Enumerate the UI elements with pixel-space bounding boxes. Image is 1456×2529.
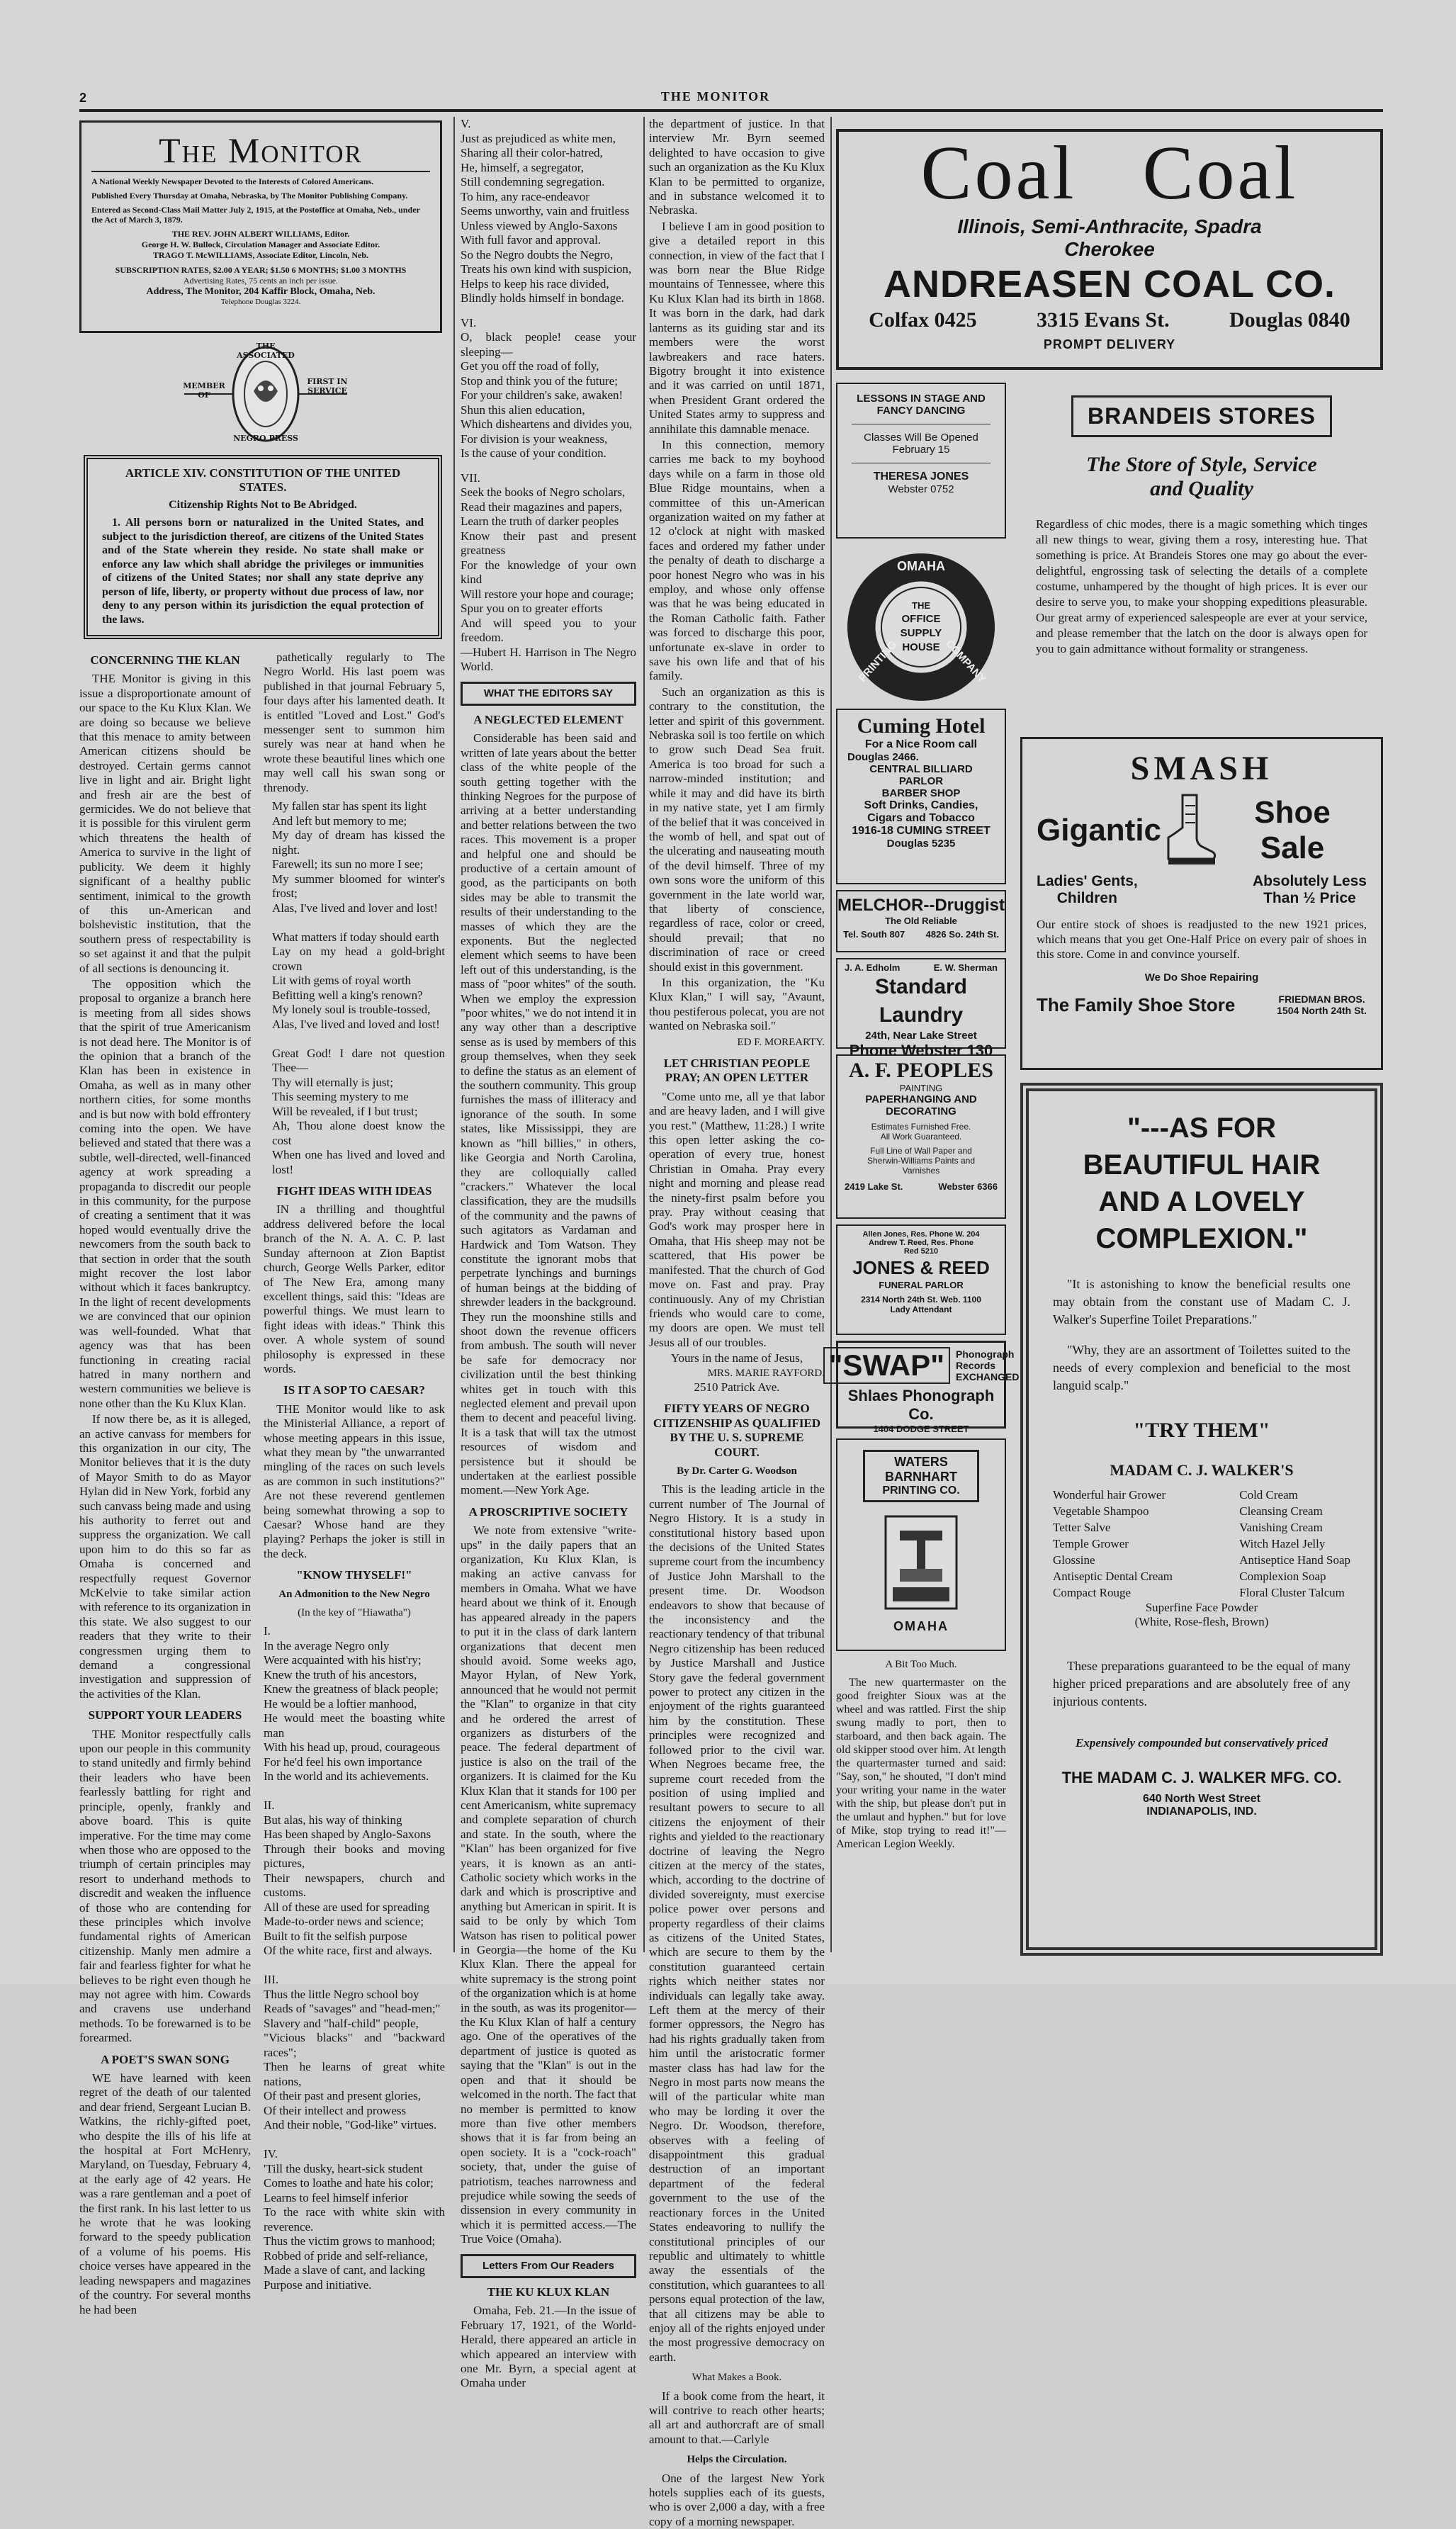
circ-text: One of the largest New York hotels supplies each of its guests, who is over 2,000 a day, with a free copy of a morning newspaper.: [649, 2471, 825, 2528]
smash-text: Our entire stock of shoes is readjusted to the new 1921 prices, which means that you get One-Half Price on every pair of shoes in this store. Come in and convince yourself.: [1037, 918, 1367, 961]
dancing-name: THERESA JONES: [873, 471, 969, 483]
cuming-l4: PARLOR: [898, 775, 944, 787]
walker-product-item: Cleansing Cream: [1239, 1504, 1323, 1518]
swap-row: [828, 1347, 1020, 1384]
melchor-addr: 4826 So. 24th St.: [925, 929, 999, 940]
walker-p3: These preparations guaranteed to be the equal of many higher priced preparations and are absolutely free of any injurious contents.: [1053, 1659, 1350, 1708]
walker-product-item: Tetter Salve: [1053, 1521, 1111, 1534]
coal-phone-2: Douglas 0840: [1229, 308, 1350, 332]
column-rule-3: [830, 117, 832, 1952]
klan-p2: The opposition which the proposal to organize a branch here is meeting from all sides shows that the spirit of true Americanism is not dead here. The Monitor is of the opinion that a branch of the Klan has been in existence in Omaha, as well as in many other northern cities, for some months and is but now with bold effrontery coming into the open. We have believed and stated that there was a subtle, well-directed, well-financed agency at work spreading a propaganda to discredit our people in this community, for the purpose of creating a sentiment that it was hoped would eventually drive the newcomers from the south back to that section in order that the south might recover the lost labor without which it faces bankruptcy. In the light of recent developments we are convinced that our opinion was well-founded. What that agency was that has been functioning in creating racial hatred in many northern and western communities we believe is none other than the Ku Klux Klan.: [79, 976, 251, 1410]
jonesreed-l3: Red 5210: [903, 1247, 939, 1256]
book-text: If a book come from the heart, it will contrive to reach other hearts; all art and authorcraft are of small amount to that.—Carlyle: [649, 2389, 825, 2446]
waters-barnhart-ad: [836, 1438, 1006, 1651]
fight-heading: FIGHT IDEAS WITH IDEAS: [276, 1184, 432, 1198]
walker-powder: Superfine Face Powder: [1145, 1601, 1258, 1614]
coal-delivery: PROMPT DELIVERY: [1043, 337, 1176, 351]
walker-p1: "It is astonishing to know the beneficial results one may obtain from the constant use of Madam C. J. Walker's Superfine Toilet Preparations.": [1053, 1277, 1350, 1327]
walker-products: [1053, 1487, 1350, 1601]
swap-big: "SWAP": [823, 1347, 951, 1384]
masthead-entered: Entered as Second-Class Mail Matter July 2, 1915, at the Postoffice at Omaha, Neb., under the Act of March 3, 1879.: [91, 205, 420, 225]
smash-gigantic: Gigantic: [1037, 813, 1162, 847]
smash-title: SMASH: [1130, 750, 1273, 787]
page-number: 2: [79, 91, 87, 105]
smash-left-2: Children: [1056, 890, 1117, 906]
know-key: (In the key of "Hiawatha"): [298, 1607, 411, 1619]
proscriptive-text: We note from extensive "write-ups" in the daily papers that an organization, Ku Klux Klan, is making an active canvass for members in Omaha. What we have heard about we think of it. Enough has appeared already in the papers to put it in the class of dark lantern organizations that decent men should avoid. Some weeks ago, Mayor Hylan, of New York, announced that he would not permit the "Klan" to organize in that city and he ordered the arrest of organizers as disturbers of the peace. The federal department of justice is also on the trail of the organizers. It is claimed for the Ku Klux Klan that it stands for 100 per cent Americanism, white supremacy and complete separation of church and state. In the south, where the "Klan" has been organized for five years, it is known as an anti-Catholic society which works in the dark and which is proscriptive and anything but American in spirit. It is said to be only by which Tom Watson has risen to political power in Georgia—the home of the Ku Klux Klan. There the appeal for white supremacy is the strong point of the organization which is at home in the south, as was its progenitor—the Ku Klux Klan of half a century ago. One of the operatives of the department of justice is quoted as saying that the "Klan" is out in the open and that it should be welcomed in the north. The fact that no member is permitted to know more than five other members shows that it is far from being an open society. It is a "cock-roach" society, that, under the guise of patriotism, teaches narrowness and prejudice while sowing the seeds of dissension in every community in which it is permitted access.—The True Voice (Omaha).: [461, 1523, 637, 2246]
walker-product-item: Glossine: [1053, 1553, 1095, 1567]
peoples-addr: 2419 Lake St.: [845, 1181, 903, 1192]
peoples-phone: Webster 6366: [938, 1181, 998, 1192]
walker-p2: "Why, they are an assortment of Toilettes suited to the needs of every complexion and beneficial to the most languid scalp.": [1053, 1343, 1350, 1392]
letters-bar: Letters From Our Readers: [461, 2254, 636, 2278]
neglected-text: Considerable has been said and written of late years about the better class of the white people of the south getting together with the thinking Negroes for the purpose of arriving at a better understanding and better relations between the two races. This movement is a proper and helpful one and should be productive of a certain amount of good, as the participants on both sides may be able to transmit the results of their understanding to the masses of which they are the exponents. But the neglected element which seems to have been left out of this understanding, is the mass of "poor whites" of the south. When we employ the expression "poor whites," we do not intend it in any way other than a descriptive sense as is used by members of this group themselves, when they seek to define the status as an element of the southern community. This group furnishes the mass of illiteracy and ignorance of the south. In some states, like Mississippi, they are known as "hill billies," in others, like Georgia and North Carolina, they are colloquially called "crackers." Whatever the local classification, they are the mudsills of the community and the pawns of such agitators as Vardaman and Hardwick and Tom Watson. They constitute the ignorant mobs that perpetrate lynchings and burnings of human beings at the bidding of shrewder leaders in the background. They run the moonshine stills and shoot down the revenue officers from ambush. The south will never be safe for democracy nor civilization until the best thinking whites get in touch with this neglected element and prevail upon them to decent and peaceful living. It is a task that will tax the utmost resources of wisdom and persistence but it should be undertaken at the earliest possible moment.—New York Age.: [461, 731, 636, 1497]
cuming-hotel-ad: [836, 709, 1006, 884]
laundry-owner-2: E. W. Sherman: [933, 962, 998, 973]
swan-p1: WE have learned with keen regret of the death of our talented and dear friend, Sergeant Lucian B. Watkins, the richly-gifted poet, who despite the ills of his life at the hospital at Fort McHenry, Maryland, on Tuesday, February 4, at the early age of 42 years. He was a rare gentleman and a poet of the first rank. In his last letter to us he wrote that he was looking forward to the speedy publication of a volume of his poems. His choice verses have appeared in the leading newspapers and magazines of the country. For several months he had been: [79, 2071, 251, 2316]
dancing-phone: Webster 0752: [888, 483, 954, 495]
masthead-manager: George H. W. Bullock, Circulation Manager and Associate Editor.: [141, 240, 380, 249]
peoples-ad: [836, 1054, 1006, 1219]
walker-product-item: Antiseptic Dental Cream: [1053, 1570, 1173, 1583]
omaha-printing-seal: [843, 549, 999, 705]
printing-seal-right: COMPANY: [943, 637, 988, 686]
swap-records: [956, 1348, 1019, 1382]
bit-too-much: [836, 1658, 1006, 1956]
peoples-l3: DECORATING: [886, 1105, 956, 1117]
printing-press-icon: [879, 1509, 964, 1616]
jonesreed-l1: Allen Jones, Res. Phone W. 204: [862, 1230, 980, 1239]
top-poem: V. Just as prejudiced as white men, Sharing all their color-hatred, He, himself, a segregator, Still condemning segregation. To him, any race-endeavor Seems unworthy, vain and fruitless Unless viewed by Anglo-Saxons With full favor and approval. So the Negro doubts the Negro, Treats his own kind with suspicion, Helps to keep his race divided, Blindly holds himself in bondage.: [461, 117, 632, 305]
printing-seal-c2: OFFICE: [901, 613, 941, 625]
walker-product-item: Vegetable Shampoo: [1053, 1504, 1149, 1518]
walker-product-item: Antiseptice Hand Soap: [1239, 1553, 1350, 1567]
masthead-desc: A National Weekly Newspaper Devoted to the Interests of Colored Americans.: [91, 176, 374, 186]
swan-heading: A POET'S SWAN SONG: [101, 2052, 230, 2066]
klan-letter-p3: In this connection, memory carries me back to my boyhood days while on a farm in those old Blue Ridge mountains, when a committee of this un-American organization waited on my father at 12 o'clock at night with masked faces and ordered my father under the penalty of death to discharge a poor honest Negro who was in his employ, and whose only offense was that he was being educated in the Roman Catholic faith. Father was forced to discharge this poor, unfortunate ex-slave in order to save his own life and that of his family.: [649, 437, 825, 683]
peoples-l2: PAPERHANGING AND: [865, 1093, 977, 1105]
laundry-addr: 24th, Near Lake Street: [865, 1030, 977, 1042]
column-rule-2: [643, 117, 645, 1952]
seal-member-text: MEMBER OF: [183, 381, 225, 400]
smash-store: The Family Shoe Store: [1037, 993, 1236, 1015]
column-1b: [264, 650, 445, 2292]
peoples-l1: PAINTING: [899, 1083, 943, 1093]
toomuch-heading: A Bit Too Much.: [885, 1659, 957, 1670]
article-xiv-title: ARTICLE XIV. CONSTITUTION OF THE UNITED STATES.: [125, 466, 401, 494]
coal-contact-row: [839, 308, 1380, 333]
circ-heading: Helps the Circulation.: [687, 2454, 787, 2466]
jonesreed-addr: 2314 North 24th St. Web. 1100: [861, 1295, 981, 1305]
coal-sub2: Cherokee: [1064, 238, 1155, 260]
smash-shoe-ad: [1020, 737, 1383, 1070]
jonesreed-sub: FUNERAL PARLOR: [879, 1280, 964, 1290]
swap-name: Shlaes Phonograph Co.: [847, 1387, 995, 1423]
waters-l2: BARNHART: [885, 1470, 957, 1484]
seal-first-text: FIRST IN SERVICE: [307, 377, 348, 395]
shoe-icon: [1161, 792, 1218, 869]
cuming-l7: Cigars and Tobacco: [867, 812, 975, 824]
poem-vii: VII. Seek the books of Negro scholars, Read their magazines and papers, Learn the truth of darker peoples Know their past and present greatness For the knowledge of your own kind Will restore your hope and courage; Spur you on to greater efforts And will speed you to your freedom. —Hubert H. Harrison in The Negro World.: [461, 471, 636, 673]
melchor-sub: The Old Reliable: [885, 916, 957, 926]
smash-shoe-sale: Shoe Sale: [1254, 795, 1331, 865]
melchor-tel: Tel. South 807: [843, 929, 905, 940]
swap-r1: Phonograph: [956, 1348, 1015, 1360]
jonesreed-l2: Andrew T. Reed, Res. Phone: [869, 1239, 974, 1247]
waters-city: OMAHA: [893, 1619, 949, 1633]
column-1: [79, 646, 251, 2316]
walker-company: THE MADAM C. J. WALKER MFG. CO.: [1061, 1769, 1342, 1786]
sop-text: THE Monitor would like to ask the Ministerial Alliance, a report of whose meeting appears in this issue, what they mean by "the unwarranted mingling of the races on such levels as are common in such institutions?" Are not these reverend gentlemen being somewhat throwing a sop to Caesar? Whose hand are they playing? Perhaps the joker is still in the deck.: [264, 1402, 445, 1560]
pray-close: Yours in the name of Jesus,: [670, 1351, 803, 1365]
swap-r2: Records: [956, 1360, 996, 1371]
masthead-title: The Monitor: [91, 130, 430, 172]
peoples-l5: All Work Guaranteed.: [880, 1132, 962, 1142]
cuming-name: Cuming Hotel: [857, 714, 986, 738]
masthead-rates: SUBSCRIPTION RATES, $2.00 A YEAR; $1.50 6 MONTHS; $1.00 3 MONTHS: [115, 265, 407, 275]
printing-seal-c3: SUPPLY: [900, 627, 942, 639]
walker-brand: MADAM C. J. WALKER'S: [1110, 1461, 1294, 1479]
smash-main-row: [1037, 788, 1367, 873]
printing-seal-top: OMAHA: [897, 559, 945, 573]
smash-owner: FRIEDMAN BROS.: [1278, 993, 1365, 1005]
jonesreed-lady: Lady Attendant: [890, 1305, 952, 1314]
klan-letter-p1: the department of justice. In that interview Mr. Byrn seemed delighted to have occasion to give such an organization as the Ku Klux Klan to be permitted to organize, and in substance welcomed it to Nebraska.: [649, 117, 825, 218]
seal-bottom-text: NEGRO PRESS: [233, 434, 298, 443]
book-heading: What Makes a Book.: [692, 2372, 782, 2384]
printing-seal-c4: HOUSE: [902, 641, 940, 653]
smash-left-1: Ladies' Gents,: [1037, 873, 1138, 889]
coal-ad: [836, 129, 1383, 370]
fifty-heading: FIFTY YEARS OF NEGRO CITIZENSHIP AS QUALIFIED BY THE U. S. SUPREME COURT.: [653, 1402, 821, 1459]
laundry-owners: [837, 962, 1005, 973]
coal-company: ANDREASEN COAL CO.: [883, 263, 1336, 305]
cuming-l2: Douglas 2466.: [847, 751, 919, 763]
peoples-l8: Varnishes: [902, 1166, 940, 1176]
peoples-l6: Full Line of Wall Paper and: [870, 1146, 972, 1156]
cuming-l9: Douglas 5235: [886, 838, 956, 850]
smash-offer-row: [1037, 873, 1367, 907]
dancing-ad: [836, 383, 1006, 539]
walker-products-left: [1053, 1487, 1173, 1601]
masthead-phone: Telephone Douglas 3224.: [220, 298, 301, 306]
swap-addr: 1404 DODGE STREET: [873, 1424, 969, 1434]
melchor-name: MELCHOR--Druggist: [837, 896, 1005, 915]
waters-l1: WATERS: [894, 1455, 948, 1469]
peoples-contact: [837, 1176, 1005, 1198]
masthead-editor: THE REV. JOHN ALBERT WILLIAMS, Editor.: [171, 229, 350, 239]
coal-street: 3315 Evans St.: [1037, 308, 1170, 332]
poem-vi: VI. O, black people! cease your sleeping— Get you off the road of folly, Stop and think you of the future; For your children's sake, awaken! Shun this alien education, Which disheartens and divides you, For division is your weakness, Is the cause of your condition.: [461, 315, 636, 460]
letter-text: Omaha, Feb. 21.—In the issue of February 17, 1921, of the World-Herald, there appeared an article in which appeared an interview with one Mr. Byrn, a special agent at Omaha under: [461, 2304, 636, 2390]
walker-product-item: Cold Cream: [1239, 1488, 1298, 1502]
brandeis-slogan-1: The Store of Style, Service: [1086, 453, 1317, 476]
smash-right-1: Absolutely Less: [1252, 873, 1367, 889]
cuming-l5: BARBER SHOP: [881, 787, 961, 799]
walker-product-item: Wonderful hair Grower: [1053, 1488, 1166, 1502]
smash-repair: We Do Shoe Repairing: [1144, 971, 1259, 984]
article-xiv-box: [84, 455, 442, 639]
coal-title: Coal Coal: [920, 131, 1299, 215]
klan-p3: If now there be, as it is alleged, an active canvass for members for this organization in our city, The Monitor believes that it is the duty of Mayor Smith to do as Mayor Hylan did in New York, forbid any such canvass being made and using his authority to ferret out and suppress the organization. We call upon him to do this so far as Omaha is concerned and respectfully request Governor McKelvie to take similar action with reference to its organization in this state. We also suggest to our readers that they write to their congressmen urging them to demand a congressional investigation and suppression of the activities of the Klan.: [79, 1412, 251, 1701]
fifty-text: This is the leading article in the current number of The Journal of Negro History. It is a study in constitutional history based upon the decisions of the United States supreme court from the incumbency of Justice John Marshall to the present time. Dr. Woodson endeavors to show that because of the inconsistency and the reactionary tendency of that tribunal Negro citizenship has been reduced by Justice Marshall and Justice Story gave the federal government power to protect any citizen in the enjoyment of the rights guaranteed him by the constitution. These principles were recognized and followed prior to the civil war. When Negroes became free, the supreme court receded from the position of using implied and resultant powers to secure to all citizens the enjoyment of their rights and yielded to the reactionary doctrine of leaving the Negro citizen at the mercy of the states, which, according to the doctrine of divided sovereignty, must exercise police power over persons and property regardless of their claims as citizens of the United States, which are secure to them by the constitution guaranteed certain rights which neither states nor individuals can legally take away. Left them at the mercy of their former oppressors, the Negro has had his rights gradually taken from him until the aristocratic former master class has had law for the Negro in most parts now means the will of the particular white man who may be lording it over the Negro. Dr. Woodson, therefore, observes with a feeling of disappointment this gradual destruction of an important department of the federal government to the use of the reactionary forces in the United States endeavoring to nullify the constitutional principles of our republic and ultimately to whittle away the essentials of the constitution, which guarantees to all persons equal protection of the law, that all citizens may be able to enjoy all of the rights enjoyed under the most progressive democracy on earth.: [649, 1482, 825, 2364]
jones-reed-ad: [836, 1224, 1006, 1335]
walker-product-item: Vanishing Cream: [1239, 1521, 1323, 1534]
sop-heading: IS IT A SOP TO CAESAR?: [283, 1383, 425, 1397]
klan-p1: THE Monitor is giving in this issue a disproportionate amount of our space to the Ku Klux Klan. We are doing so because we believe that this menace to amity between American citizens should be destroyed. Certain germs cannot live in light and air. Bright light and fresh air are the best of germicides. We do not believe that it is possible for this virulent germ which threatens the health of America to survive in the light of publicity. We deem it highly significant of a healthy public sentiment, inimical to the growth of this un-American and bolshevistic institution, that the southern press of respectability is so set against it and that the pulpit of all sections is denouncing it.: [79, 672, 251, 975]
smash-right-2: Than ½ Price: [1263, 890, 1356, 906]
pray-text: "Come unto me, all ye that labor and are heavy laden, and I will give you rest." (Matthew, 11:28.) I write this open letter asking the co-operation of every true, honest Christian in Omaha. Pray every night and morning and please read the ninety-first psalm before you pray. Pray without ceasing that God's work may prosper here in Omaha, that His sheep may not be scattered, that His power be manifested. That the church of God move on. Fast and pray. Pray continuously. Any of my Christian friends who would care to come, my doors are open. We must tell Jesus all of our troubles.: [649, 1089, 825, 1349]
know-subheading: An Admonition to the New Negro: [278, 1588, 430, 1600]
laundry-phone: Phone Webster 130: [849, 1042, 993, 1059]
masthead-address: Address, The Monitor, 204 Kaffir Block, Omaha, Neb.: [146, 286, 376, 297]
proscriptive-heading: A PROSCRIPTIVE SOCIETY: [468, 1504, 628, 1519]
header-rule: [79, 109, 1383, 112]
masthead-adrates: Advertising Rates, 75 cents an inch per issue.: [183, 276, 339, 286]
masthead-published: Published Every Thursday at Omaha, Nebraska, by The Monitor Publishing Company.: [91, 191, 408, 201]
running-head: THE MONITOR: [660, 89, 771, 103]
klan-letter-p4: Such an organization as this is contrary to the constitution, the letter and spirit of this government. Nebraska soil is too fertile on which to grow such Dead Sea fruit. America is too broad for such a narrow-minded institution; and while it may and did have its birth in my native state, yet I am firmly of the belief that it was conceived in the womb of hell, and spat out of the ulcerating and nauseating mouth of the devil himself. Three of my own sons wore the uniform of this government in the late world war, that liberty of conscience, regardless of race, color or creed, should prevail; that no discrimination of race or creed should exist in this government.: [649, 685, 825, 974]
smash-addr: 1504 North 24th St.: [1277, 1005, 1367, 1016]
leaders-heading: SUPPORT YOUR LEADERS: [88, 1708, 242, 1723]
coal-phone-1: Colfax 0425: [869, 308, 977, 332]
printing-seal-left: PRINTING: [856, 638, 900, 685]
dancing-line-3: Classes Will Be Opened: [864, 432, 978, 444]
walker-product-item: Compact Rouge: [1053, 1586, 1131, 1599]
waters-label-box: [863, 1450, 979, 1502]
smash-owner-block: [1277, 993, 1367, 1016]
smash-store-row: [1037, 993, 1367, 1016]
walker-city: INDIANAPOLIS, IND.: [1146, 1806, 1257, 1818]
walker-street: 640 North West Street: [1143, 1793, 1260, 1805]
walker-powder-colors: (White, Rose-flesh, Brown): [1134, 1615, 1269, 1628]
klan-heading: CONCERNING THE KLAN: [90, 653, 240, 667]
walker-products-right: [1239, 1487, 1350, 1601]
column-2: [461, 117, 637, 2390]
cuming-l6: Soft Drinks, Candies,: [864, 799, 978, 811]
cuming-l1: For a Nice Room call: [864, 738, 978, 750]
walker-product-item: Witch Hazel Jelly: [1239, 1537, 1326, 1550]
klan-letter-signature: ED F. MOREARTY.: [737, 1036, 825, 1048]
dancing-line-2: FANCY DANCING: [876, 405, 966, 417]
brandeis-ad: [1020, 383, 1383, 730]
dancing-line-1: LESSONS IN STAGE AND: [857, 393, 986, 405]
column-rule-1: [453, 117, 455, 1952]
letter-heading: THE KU KLUX KLAN: [487, 2285, 610, 2299]
coal-sub1: Illinois, Semi-Anthracite, Spadra: [957, 215, 1262, 237]
associated-press-seal: [177, 342, 354, 446]
melchor-ad: [836, 890, 1006, 952]
dancing-line-4: February 15: [892, 444, 950, 456]
fifty-byline: By Dr. Carter G. Woodson: [677, 1465, 797, 1477]
jonesreed-name: JONES & REED: [852, 1257, 990, 1278]
pray-signature: MRS. MARIE RAYFORD.: [707, 1367, 825, 1379]
walker-product-item: Floral Cluster Talcum: [1239, 1586, 1345, 1599]
swan-poem: My fallen star has spent its light And left but memory to me; My day of dream has kissed the night. Farewell; its sun no more I see; My summer bloomed for winter's frost; Alas, I've lived and lover and lost! What matters if today should earth Lay on my head a gold-bright crown Lit with gems of royal worth Befitting well a king's renown? My lonely soul is trouble-tossed, Alas, I've lived and loved and lost! Great God! I dare not question Thee— Thy will eternally is just; This seeming mystery to me Will be revealed, if I but trust; Ah, Thou alone doest know the cost When one has lived and loved and lost!: [272, 799, 445, 1176]
walker-product-item: Temple Grower: [1053, 1537, 1129, 1550]
fight-text: IN a thrilling and thoughtful address delivered before the local branch of the N. A. A. C. P. last Sunday afternoon at Zion Baptist church, George Wells Parker, editor of The New Era, among many excellent things, said this: "Ideas are powerful things. We must learn to fight ideas with ideas." Think this over. A whole system of sound philosophy is expressed in these words.: [264, 1202, 445, 1375]
laundry-name: Standard Laundry: [874, 975, 968, 1027]
masthead-box: [79, 120, 442, 333]
toomuch-text: The new quartermaster on the good freighter Sioux was at the wheel and was rattled. First the ship swung madly to port, then to starboard, and then back again. The old skipper stood over him. At length the quartermaster turned and said: "Say, son," he shouted, "I don't mind your writing your name in the water with the ship, but please don't put in the umlaut and hyphen." but for love of Mike, stop trying to read it!"—American Legion Weekly.: [836, 1677, 1006, 1850]
swan-tribute: pathetically regularly to The Negro World. His last poem was published in that journal February 5, four days after his lamented death. It is entitled "Loved and Lost." God's messenger sent to summon him surely was near at hand when he wrote these beautiful lines which one may well call his swan song or threnody.: [264, 650, 445, 794]
article-xiv-text: 1. All persons born or naturalized in the United States, and subject to the jurisdiction thereof, are citizens of the United States and of the State wherein they reside. No state shall make or enforce any law which shall abridge the privileges or immunities of citizens of the United States; nor shall any state deprive any person of life, liberty, or property without due process of law, nor deny to any person within its jurisdiction the equal protection of the laws.: [102, 517, 424, 626]
brandeis-text: Regardless of chic modes, there is a magic something which tinges all new things to wear, giving them a rosy, interesting hue. That something is price. At Brandeis Stores one may go about the ever-delightful, engrossing task of selecting the details of a complete costume, unhampered by the thought of high prices. It is ever our desire to serve you, to make your shopping expeditions pleasurable. Our great army of experienced salespeople are ever at your service, and please remember that the latch on the door is always open for you to gain admittance without formality or strangeness.: [1036, 517, 1367, 655]
cuming-l8: 1916-18 CUMING STREET: [852, 825, 991, 837]
walker-product-item: Complexion Soap: [1239, 1570, 1326, 1583]
klan-letter-p5: In this organization, the "Ku Klux Klan," I will say, "Avaunt, thou pestiferous polecat, you are not wanted on Nebraska soil.": [649, 975, 825, 1033]
klan-letter-p2: I believe I am in good position to give a detailed report in this connection, in view of the fact that I was born near the Blue Ridge mountains of Tennessee, where this Ku Klux Klan had its birth in 1868. It was born in the dark, had dark lanterns as its guiding star and its members were the worst lawbreakers and race haters. Bigotry brought it into existence and it was carried on until 1871, when President Grant ordered the United States army to suppress and annihilate this damnable menace.: [649, 219, 825, 436]
editors-say-bar: WHAT THE EDITORS SAY: [461, 682, 636, 706]
peoples-name: A. F. PEOPLES: [849, 1059, 993, 1082]
neglected-heading: A NEGLECTED ELEMENT: [473, 712, 623, 726]
brandeis-slogan-2: and Quality: [1150, 477, 1253, 500]
seal-top-text: THE ASSOCIATED: [237, 342, 295, 360]
pray-address: 2510 Patrick Ave.: [694, 1380, 780, 1394]
walker-try: "TRY THEM": [1133, 1419, 1270, 1442]
cuming-l3: CENTRAL BILLIARD: [869, 763, 973, 775]
brandeis-title: BRANDEIS STORES: [1071, 395, 1332, 437]
waters-l3: PRINTING CO.: [882, 1485, 960, 1497]
swap-r3: EXCHANGED: [956, 1371, 1020, 1382]
know-poem: I. In the average Negro only Were acquainted with his hist'ry; Knew the truth of his ancestors, Knew the greatness of black people; He would be a loftier manhood, He would meet the boasting white man With his head up, proud, courageous For he'd feel his own importance In the world and its achievements. II. But alas, his way of thinking Has been shaped by Anglo-Saxons Through their books and moving pictures, Their newspapers, church and customs. All of these are used for spreading Made-to-order news and science; Built to fit the selfish purpose Of the white race, first and always. III. Thus the little Negro school boy Reads of "savages" and "head-men;" Slavery and "half-child" people, "Vicious blacks" and "backward races"; Then he learns of great white nations, Of their past and present glories, Of their intellect and prowess And their noble, "God-like" virtues. IV. 'Till the dusky, heart-sick student Comes to loathe and hate his color; Learns to feel himself inferior To the race with white skin with reverence. Thus the victim grows to manhood; Robbed of pride and self-reliance, Made a slave of cant, and lacking Purpose and initiative.: [264, 1624, 445, 2292]
printing-seal-c1: THE: [912, 600, 930, 611]
pray-heading: LET CHRISTIAN PEOPLE PRAY; AN OPEN LETTER: [663, 1057, 811, 1085]
peoples-l7: Sherwin-Williams Paints and: [867, 1156, 976, 1166]
walker-ad: [1020, 1083, 1383, 1956]
melchor-contact: [837, 926, 1005, 942]
leaders-p1: THE Monitor respectfully calls upon our people in this community to stand unitedly and firmly behind their leaders who have been fearlessly battling for right and principle, openly, frankly and above board. This is quite imperative. For the time may come when those who are opposed to the triumph of certain principles may resort to underhand methods to discredit and weaken the influence of those who are contending for these principles which involve fundamental rights of American citizenship. Manly men admire a fair and fearless fighter for what he believes to be right even though he may not agree with him. Cowards and cravens use underhand methods. To be forewarned is to be forearmed.: [79, 1727, 251, 2045]
swap-ad: [828, 1341, 1020, 1434]
walker-tagline: Expensively compounded but conservatively priced: [1076, 1736, 1328, 1750]
peoples-l4: Estimates Furnished Free.: [871, 1122, 971, 1132]
article-xiv-subtitle: Citizenship Rights Not to Be Abridged.: [169, 499, 357, 511]
column-3: [649, 117, 825, 2528]
standard-laundry-ad: [836, 958, 1006, 1059]
laundry-owner-1: J. A. Edholm: [845, 962, 901, 973]
know-heading: "KNOW THYSELF!": [296, 1568, 412, 1582]
masthead-associate: TRAGO T. McWILLIAMS, Associate Editor, Lincoln, Neb.: [152, 250, 369, 260]
walker-headline: "---AS FOR BEAUTIFUL HAIR AND A LOVELY COMPLEXION.": [1083, 1113, 1321, 1254]
